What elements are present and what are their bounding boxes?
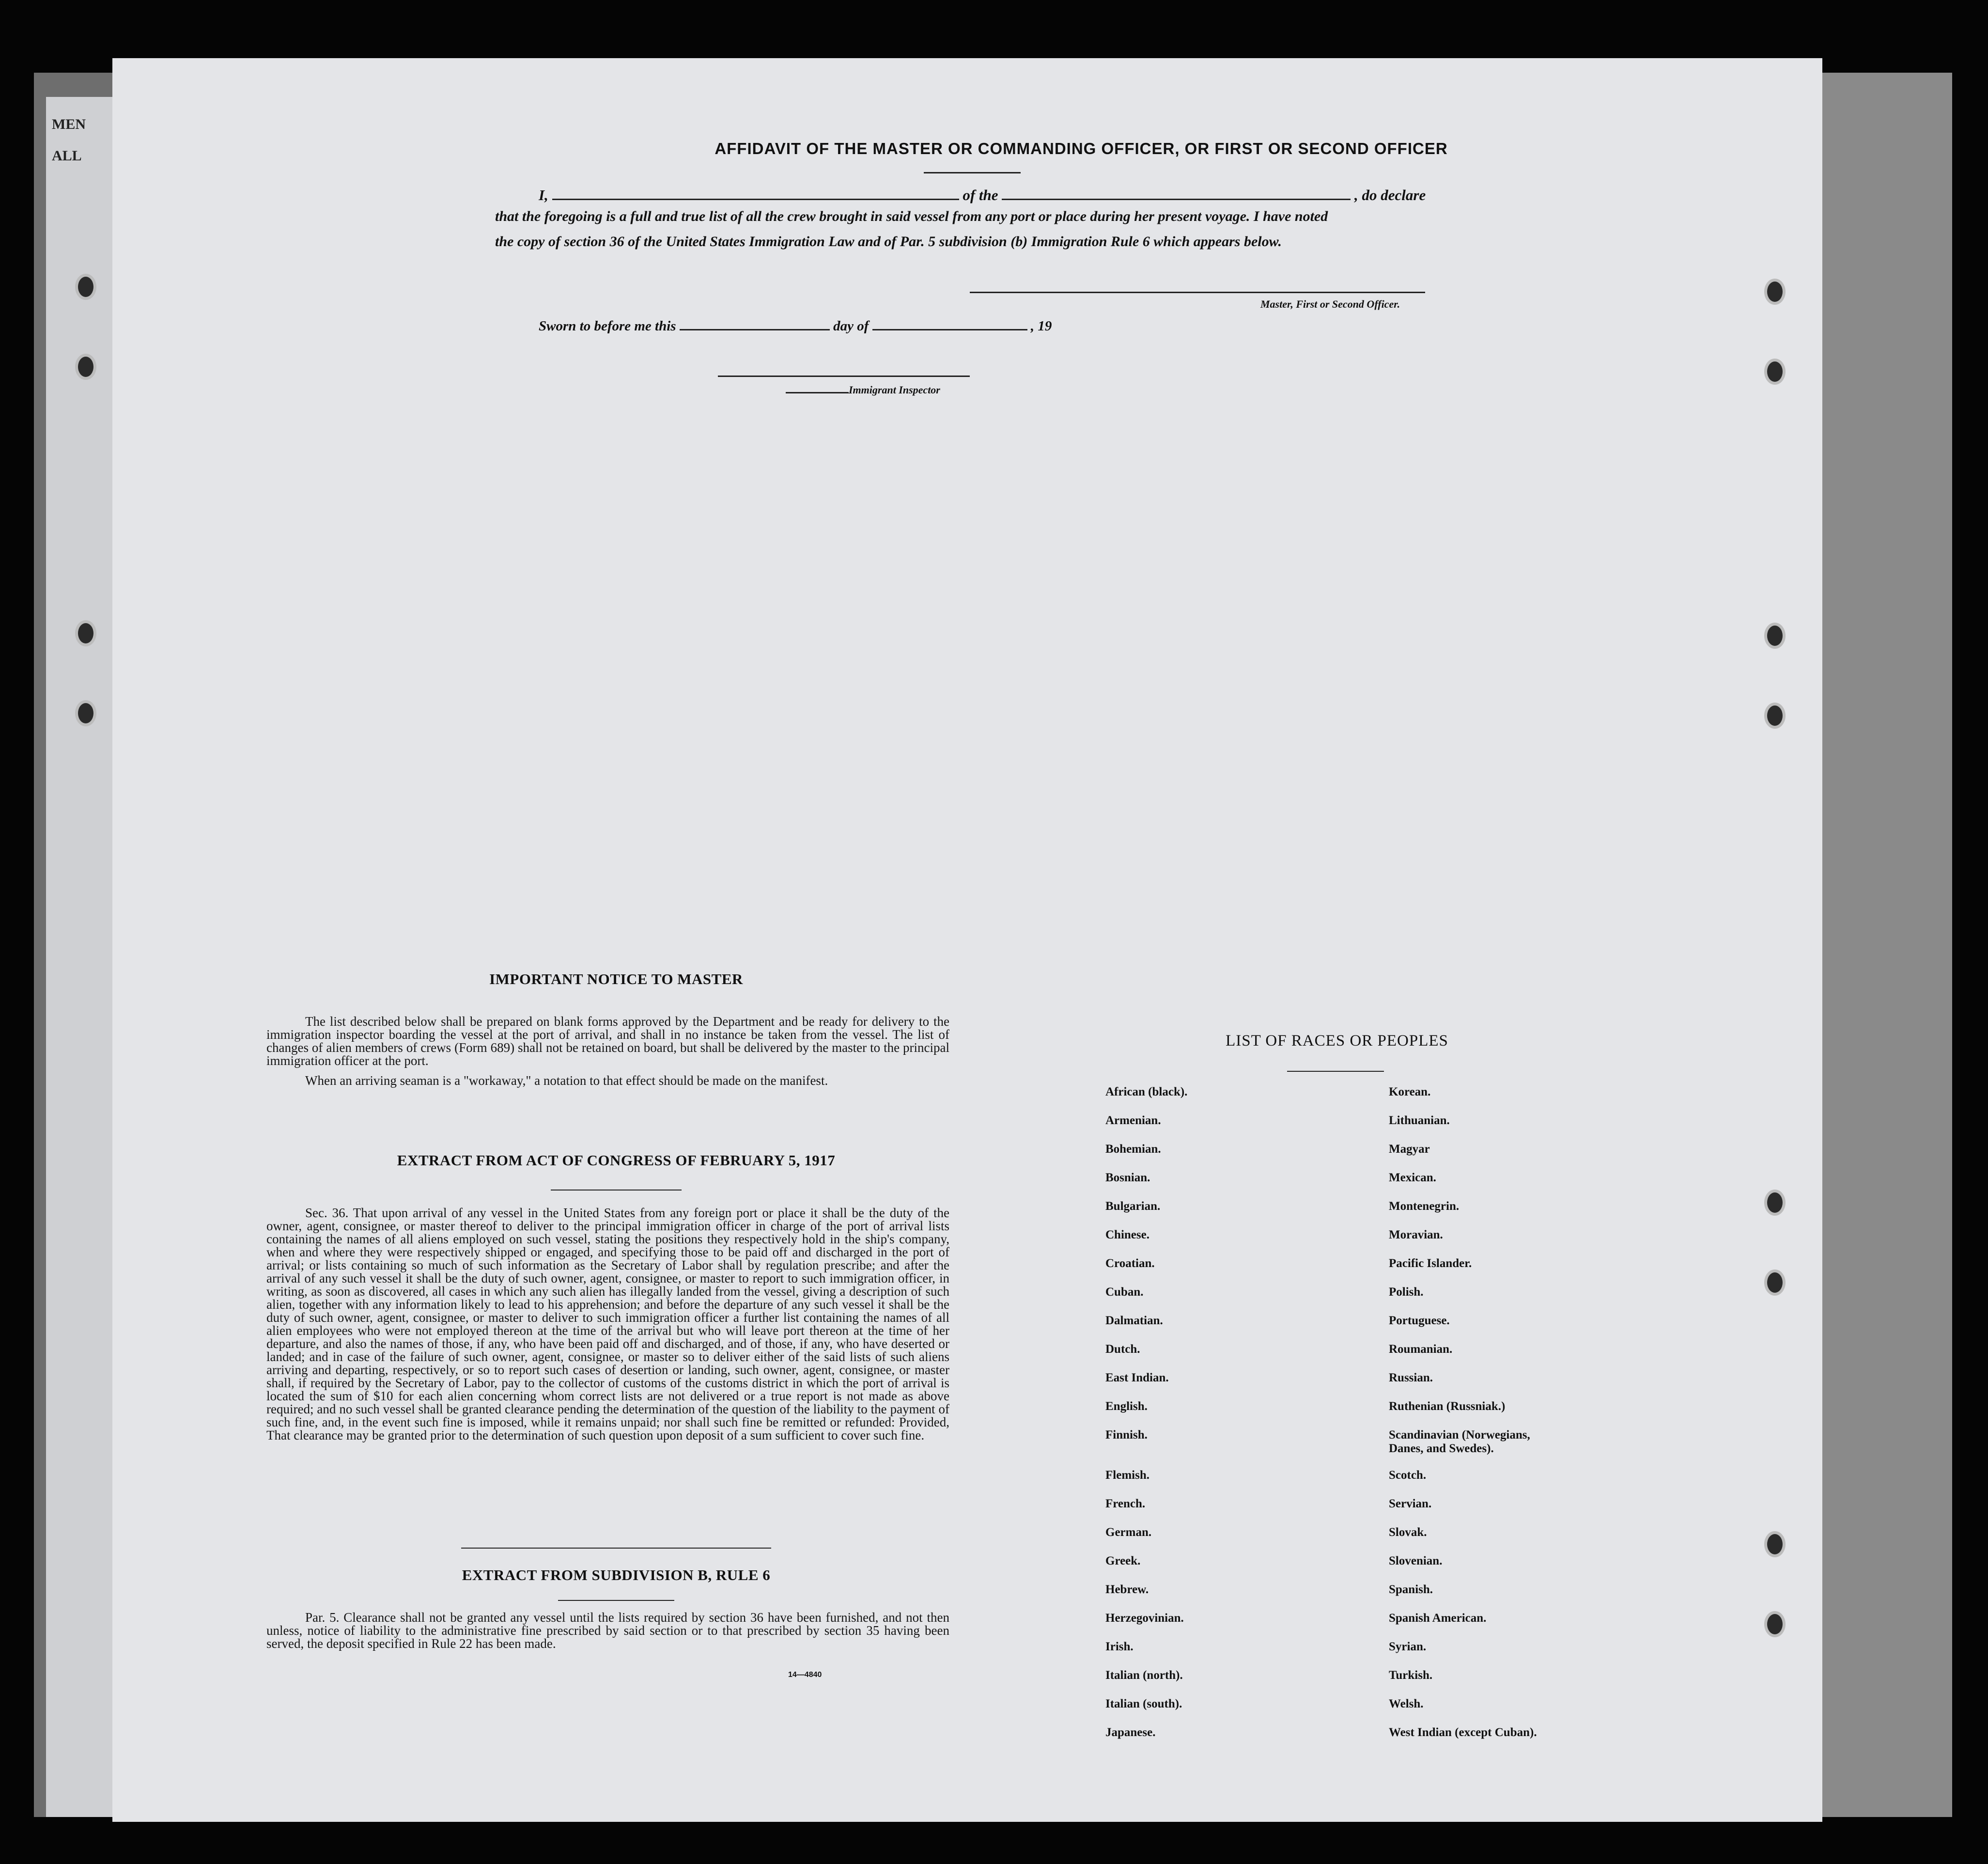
race-item: Montenegrin.: [1389, 1200, 1460, 1213]
binder-hole: [1764, 1269, 1786, 1296]
race-item: Scandinavian (Norwegians, Danes, and Swedes).: [1389, 1428, 1530, 1455]
extract-act-title: EXTRACT FROM ACT OF CONGRESS OF FEBRUARY 5, 1917: [397, 1152, 836, 1169]
race-item: Japanese.: [1105, 1726, 1156, 1739]
race-item: Chinese.: [1105, 1228, 1149, 1241]
race-item: Italian (south).: [1105, 1697, 1182, 1710]
race-item: African (black).: [1105, 1085, 1188, 1098]
race-item: Finnish.: [1105, 1428, 1148, 1441]
race-item: Spanish.: [1389, 1583, 1433, 1596]
race-item: Roumanian.: [1389, 1343, 1453, 1356]
race-item: Bohemian.: [1105, 1143, 1161, 1156]
race-item: Mexican.: [1389, 1171, 1436, 1184]
extract-act-end-divider: [461, 1548, 771, 1549]
race-item: Moravian.: [1389, 1228, 1443, 1241]
affidavit-line-1: [539, 187, 1426, 204]
extract-rule-divider: [558, 1600, 674, 1601]
race-item: Turkish.: [1389, 1669, 1433, 1682]
extract-act-text: Sec. 36. That upon arrival of any vessel in the United States from any foreign port or place it shall be the duty of the owner, agent, consignee, or master thereof to deliver to the principal immigration officer in charge of the port of arrival lists containing the names of all aliens employed on such vessel, stating the positions they respectively hold in the ship's company, when and where they were respectively shipped or engaged, and specifying those to be paid off and discharged in the port of arrival; or lists containing so much of such information as the Secretary of Labor shall by regulation prescribe; and after the arrival of any such vessel it shall be the duty of such owner, agent, consignee, or master to report to such immigration officer, in writing, as soon as discovered, all cases in which any such alien has illegally landed from the vessel, giving a description of such alien, together with any information likely to lead to his apprehension; and before the departure of any such vessel it shall be the duty of such owner, agent, consignee, or master to deliver to such immigration officer a further list containing the names of all alien employees who were not employed thereon at the time of the arrival but who will leave port thereon at the time of her departure, and also the names of those, if any, who have been paid off and discharged, and of those, if any, who have deserted or landed; and in case of the failure of such owner, agent, consignee, or master so to deliver either of the said lists of such aliens arriving and departing, respectively, or so to report such cases of desertion or landing, such owner, agent, consignee, or master shall, if required by the Secretary of Labor, pay to the collector of customs of the customs district in which the port of arrival is located the sum of $10 for each alien concerning whom correct lists are not delivered or a true report is not made as above required; and no such vessel shall be granted clearance pending the determination of the question of the liability to the payment of such fine, and, in the event such fine is imposed, while it remains unpaid; nor shall such fine be remitted or refunded: Provided, That clearance may be granted prior to the determination of such question upon deposit of a sum sufficient to cover such fine.: [266, 1206, 949, 1442]
form-number: 14—4840: [788, 1671, 822, 1679]
race-item: French.: [1105, 1497, 1146, 1510]
race-item: Welsh.: [1389, 1697, 1424, 1710]
signature-line[interactable]: [970, 292, 1425, 293]
notice-title: IMPORTANT NOTICE TO MASTER: [489, 971, 743, 987]
race-item: West Indian (except Cuban).: [1389, 1726, 1537, 1739]
race-item: Herzegovinian.: [1105, 1612, 1184, 1625]
race-item: Bulgarian.: [1105, 1200, 1161, 1213]
vessel-blank[interactable]: [1002, 199, 1351, 200]
stub-text-2: ALL: [52, 148, 82, 164]
binder-hole: [1764, 1531, 1786, 1557]
affidavit-of-the: of the: [963, 187, 998, 204]
race-item: Flemish.: [1105, 1469, 1149, 1482]
affidavit-declare: , do declare: [1354, 187, 1426, 204]
sworn-day-blank[interactable]: [680, 329, 830, 330]
binder-hole: [1764, 1190, 1786, 1216]
sworn-year: , 19: [1030, 318, 1052, 334]
extract-act-body: [266, 1206, 949, 1449]
signature-caption: Master, First or Second Officer.: [1260, 298, 1400, 310]
race-item: Russian.: [1389, 1371, 1433, 1384]
race-item: Greek.: [1105, 1554, 1141, 1567]
inspector-blank: [786, 392, 849, 393]
race-item: Armenian.: [1105, 1114, 1161, 1127]
affidavit-i: I,: [539, 187, 548, 204]
races-right-column: [1389, 1085, 1537, 1754]
inspector-signature-line[interactable]: [718, 376, 970, 377]
race-item: German.: [1105, 1526, 1152, 1539]
race-item: Spanish American.: [1389, 1612, 1487, 1625]
extract-rule-text: Par. 5. Clearance shall not be granted any vessel until the lists required by section 36 have been furnished, and not then unless, notice of liability to the administrative fine prescribed by said section or to that prescribed by section 35 having been served, the deposit specified in Rule 22 has been made.: [266, 1610, 949, 1651]
race-item: Irish.: [1105, 1640, 1134, 1653]
sworn-text: Sworn to before me this: [539, 318, 676, 334]
extract-rule-body: [266, 1611, 949, 1657]
extract-rule-title: EXTRACT FROM SUBDIVISION B, RULE 6: [462, 1566, 771, 1583]
binder-hole: [1764, 703, 1786, 729]
race-item: Dutch.: [1105, 1343, 1140, 1356]
affidavit-title: AFFIDAVIT OF THE MASTER OR COMMANDING OFFICER, OR FIRST OR SECOND OFFICER: [714, 140, 1448, 157]
race-item: Polish.: [1389, 1285, 1424, 1299]
race-item: Dalmatian.: [1105, 1314, 1163, 1327]
race-item: Magyar: [1389, 1143, 1430, 1156]
notice-body: [266, 1015, 949, 1094]
race-item: Cuban.: [1105, 1285, 1144, 1299]
binder-hole: [75, 354, 96, 380]
race-item: Slovenian.: [1389, 1554, 1443, 1567]
binder-hole: [75, 620, 96, 646]
binder-hole: [1764, 359, 1786, 385]
name-blank[interactable]: [552, 199, 959, 200]
binder-hole: [1764, 279, 1786, 305]
binder-hole: [1764, 1611, 1786, 1637]
binder-hole: [75, 274, 96, 300]
binder-hole: [1764, 623, 1786, 649]
inspector-caption: Immigrant Inspector: [849, 384, 940, 396]
sworn-month-blank[interactable]: [872, 329, 1027, 330]
race-item: English.: [1105, 1400, 1148, 1413]
inspector-caption-line: [786, 384, 940, 396]
race-item: Syrian.: [1389, 1640, 1427, 1653]
race-item: Servian.: [1389, 1497, 1432, 1510]
race-item: Korean.: [1389, 1085, 1431, 1098]
race-item: Italian (north).: [1105, 1669, 1183, 1682]
backing-sheet-edge: [1807, 73, 1952, 1817]
race-item: Portuguese.: [1389, 1314, 1450, 1327]
notice-paragraph-2: When an arriving seaman is a "workaway," a notation to that effect should be made on the manifest.: [305, 1073, 828, 1088]
sworn-line: [539, 318, 1052, 334]
notice-paragraph-1: The list described below shall be prepared on blank forms approved by the Department and be ready for delivery to the immigration inspector boarding the vessel at the port of arrival, and shall in no instance be taken from the vessel. The list of changes of alien members of crews (Form 689) shall not be retained on board, but shall be delivered by the master to the principal immigration officer at the port.: [266, 1014, 949, 1068]
title-divider: [924, 172, 1021, 173]
race-item: Hebrew.: [1105, 1583, 1149, 1596]
stub-text-1: MEN: [52, 116, 86, 132]
race-item: East Indian.: [1105, 1371, 1169, 1384]
race-item: Pacific Islander.: [1389, 1257, 1472, 1270]
races-left-column: [1105, 1085, 1187, 1754]
binder-hole: [75, 700, 96, 726]
race-item: Croatian.: [1105, 1257, 1155, 1270]
sworn-day-of: day of: [833, 318, 869, 334]
affidavit-line-2: that the foregoing is a full and true list of all the crew brought in said vessel from any port or place during her present voyage. I have noted: [495, 208, 1328, 224]
manifest-page: [112, 58, 1822, 1822]
race-item: Ruthenian (Russniak.): [1389, 1400, 1506, 1413]
races-title: LIST OF RACES OR PEOPLES: [1226, 1032, 1448, 1049]
races-divider: [1287, 1071, 1384, 1072]
affidavit-line-3: the copy of section 36 of the United States Immigration Law and of Par. 5 subdivision (b) Immigration Rule 6 which appears below.: [495, 234, 1282, 250]
race-item: Bosnian.: [1105, 1171, 1150, 1184]
race-item: Slovak.: [1389, 1526, 1427, 1539]
race-item: Lithuanian.: [1389, 1114, 1450, 1127]
race-item: Scotch.: [1389, 1469, 1427, 1482]
